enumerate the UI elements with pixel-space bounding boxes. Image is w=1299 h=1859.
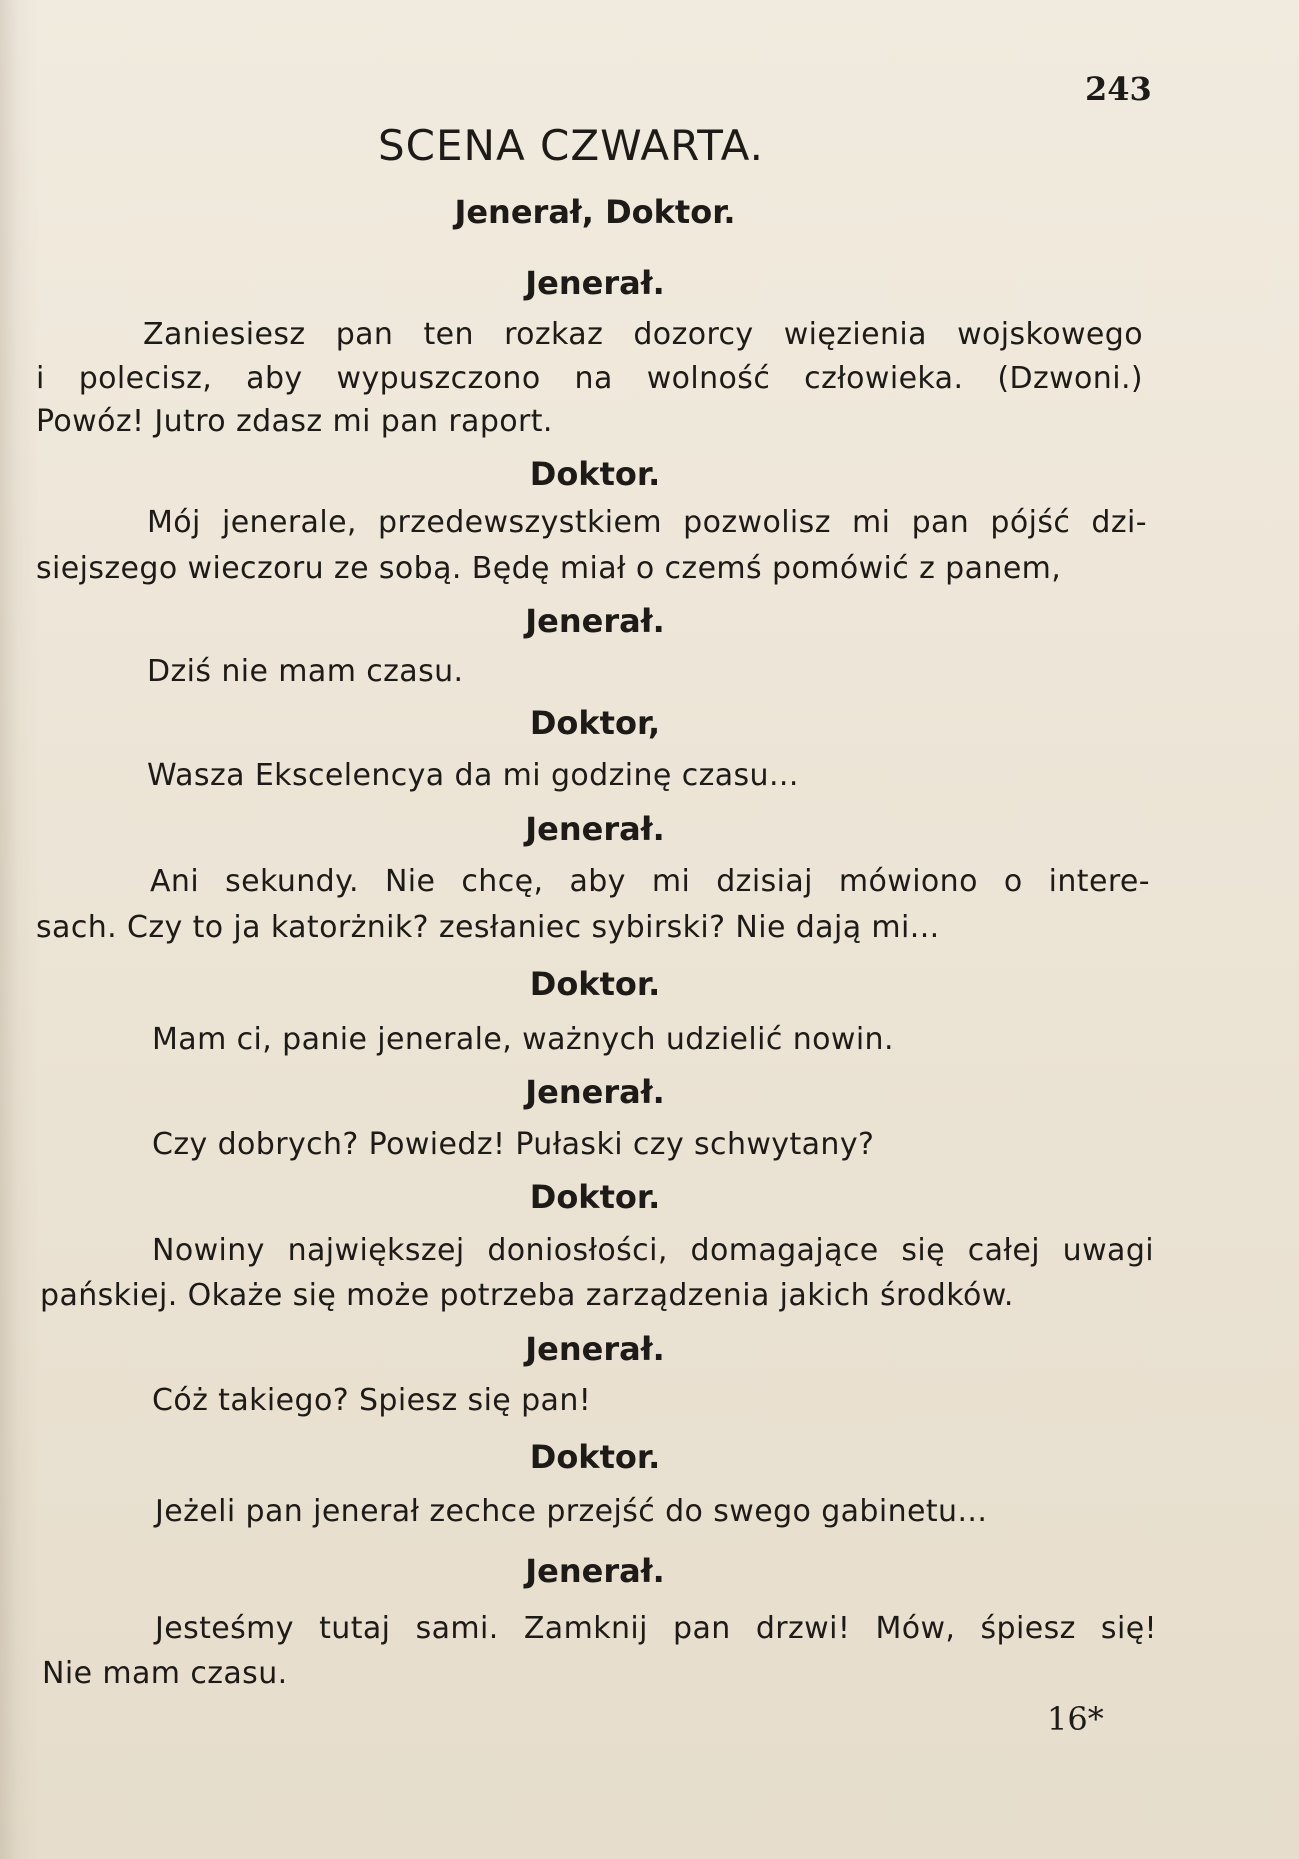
dialogue-line: Nie mam czasu. (42, 1656, 288, 1691)
characters-list: Jenerał, Doktor. (454, 193, 736, 231)
dialogue-line: Ani sekundy. Nie chcę, aby mi dzisiaj mówiono o intere- (150, 864, 1150, 899)
dialogue-line: Cóż takiego? Spiesz się pan! (152, 1383, 592, 1418)
speaker-name: Doktor. (529, 1438, 661, 1476)
dialogue-line: Nowiny największej doniosłości, domagające się całej uwagi (152, 1233, 1154, 1268)
dialogue-line: Dziś nie mam czasu. (147, 654, 464, 689)
scene-title: SCENA CZWARTA. (378, 121, 764, 170)
speaker-name: Jenerał. (525, 602, 665, 640)
speaker-name: Jenerał. (525, 264, 665, 302)
speaker-name: Doktor. (529, 455, 661, 493)
dialogue-line: Wasza Ekscelencya da mi godzinę czasu... (147, 758, 799, 793)
page-number: 243 (1085, 70, 1152, 108)
speaker-name: Doktor. (529, 1178, 661, 1216)
dialogue-line: siejszego wieczoru ze sobą. Będę miał o czemś pomówić z panem, (36, 551, 1062, 586)
dialogue-line: sach. Czy to ja katorżnik? zesłaniec sybirski? Nie dają mi... (36, 910, 940, 945)
dialogue-line: Mam ci, panie jenerale, ważnych udzielić nowin. (152, 1022, 894, 1057)
speaker-name: Doktor, (529, 704, 661, 742)
dialogue-line: Zaniesiesz pan ten rozkaz dozorcy więzienia wojskowego (143, 317, 1143, 352)
dialogue-line: Mój jenerale, przedewszystkiem pozwolisz mi pan pójść dzi- (147, 505, 1147, 540)
dialogue-line: i polecisz, aby wypuszczono na wolność człowieka. (Dzwoni.) (36, 361, 1143, 396)
dialogue-line: Czy dobrych? Powiedz! Pułaski czy schwytany? (152, 1127, 875, 1162)
dialogue-line: Jeżeli pan jenerał zechce przejść do swego gabinetu... (155, 1494, 988, 1529)
dialogue-line: Jesteśmy tutaj sami. Zamknij pan drzwi! Mów, śpiesz się! (155, 1611, 1157, 1646)
dialogue-line: pańskiej. Okaże się może potrzeba zarządzenia jakich środków. (40, 1278, 1014, 1313)
speaker-name: Jenerał. (525, 1330, 665, 1368)
speaker-name: Jenerał. (525, 1073, 665, 1111)
speaker-name: Jenerał. (525, 810, 665, 848)
signature-mark: 16* (1047, 1700, 1104, 1738)
speaker-name: Jenerał. (525, 1552, 665, 1590)
dialogue-line: Powóz! Jutro zdasz mi pan raport. (36, 404, 553, 439)
speaker-name: Doktor. (529, 965, 661, 1003)
